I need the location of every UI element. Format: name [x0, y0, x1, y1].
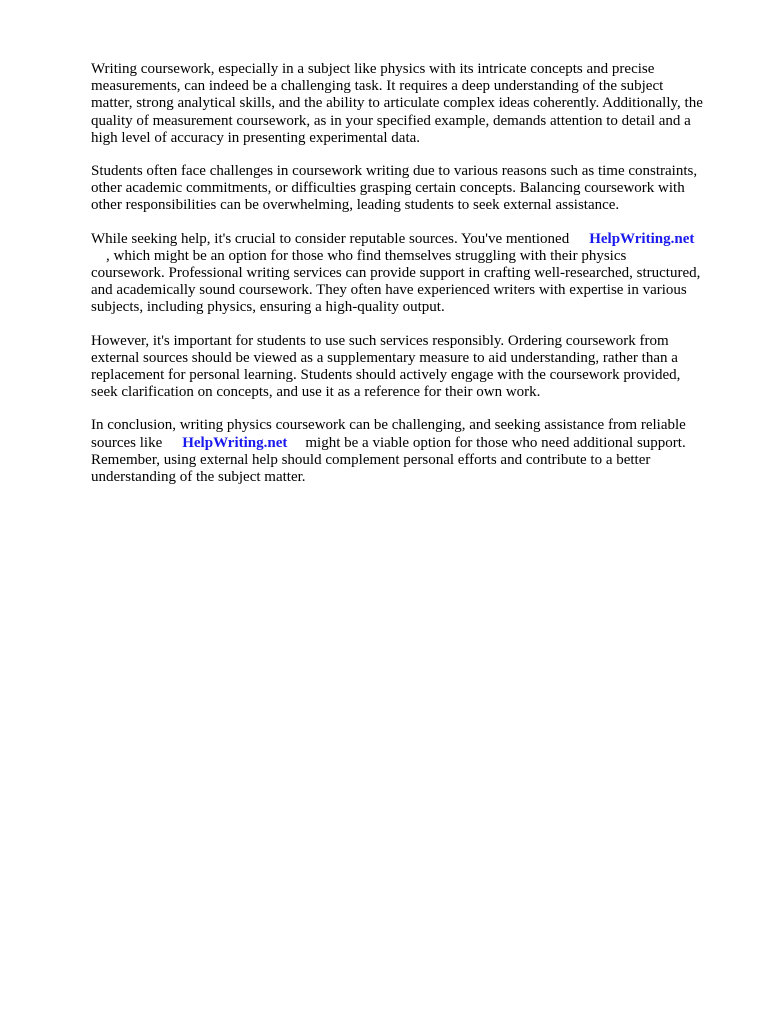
paragraph-line: external sources should be viewed as a supplementary measure to aid understanding, rather than a [91, 349, 678, 366]
helpwriting-link[interactable]: HelpWriting.net [182, 434, 288, 451]
paragraph-line [91, 231, 731, 248]
paragraph-line: understanding of the subject matter. [91, 469, 306, 486]
paragraph-line: quality of measurement coursework, as in your specified example, demands attention to detail and a [91, 112, 691, 129]
helpwriting-link[interactable]: HelpWriting.net [589, 230, 695, 247]
paragraph-line: Writing coursework, especially in a subject like physics with its intricate concepts and precise [91, 61, 655, 77]
paragraph-line: matter, strong analytical skills, and the ability to articulate complex ideas coherently. Additionally, the [91, 95, 703, 112]
paragraph-line: seek clarification on concepts, and use it as a reference for their own work. [91, 384, 541, 401]
paragraph-text: might be a viable option for those who need additional support. [305, 434, 686, 451]
paragraph-1 [91, 61, 731, 147]
paragraph-5 [91, 417, 731, 486]
paragraph-line: high level of accuracy in presenting experimental data. [91, 129, 421, 146]
paragraph-line: , which might be an option for those who find themselves struggling with their physics [91, 247, 627, 264]
paragraph-line: other academic commitments, or difficulties grasping certain concepts. Balancing coursework with [91, 180, 685, 197]
paragraph-text: While seeking help, it's crucial to consider reputable sources. You've mentioned [91, 230, 570, 247]
paragraph-line: coursework. Professional writing services can provide support in crafting well-researched, structured, [91, 265, 701, 282]
paragraph-line: and academically sound coursework. They often have experienced writers with expertise in various [91, 282, 687, 299]
paragraph-line: subjects, including physics, ensuring a high-quality output. [91, 299, 445, 316]
paragraph-line: replacement for personal learning. Students should actively engage with the coursework provided, [91, 367, 681, 384]
paragraph-4 [91, 333, 731, 402]
paragraph-3 [91, 231, 731, 317]
paragraph-line: measurements, can indeed be a challenging task. It requires a deep understanding of the subject [91, 78, 664, 95]
paragraph-text: sources like [91, 434, 163, 451]
paragraph-line: Students often face challenges in coursework writing due to various reasons such as time constraints, [91, 163, 698, 180]
paragraph-line: other responsibilities can be overwhelming, leading students to seek external assistance. [91, 197, 620, 214]
paragraph-line: In conclusion, writing physics coursework can be challenging, and seeking assistance from reliable [91, 417, 686, 434]
paragraph-line [91, 435, 731, 452]
paragraph-line: However, it's important for students to use such services responsibly. Ordering coursework from [91, 332, 669, 349]
paragraph-line: Remember, using external help should complement personal efforts and contribute to a better [91, 451, 651, 468]
paragraph-2 [91, 163, 731, 215]
document-body [91, 61, 731, 502]
